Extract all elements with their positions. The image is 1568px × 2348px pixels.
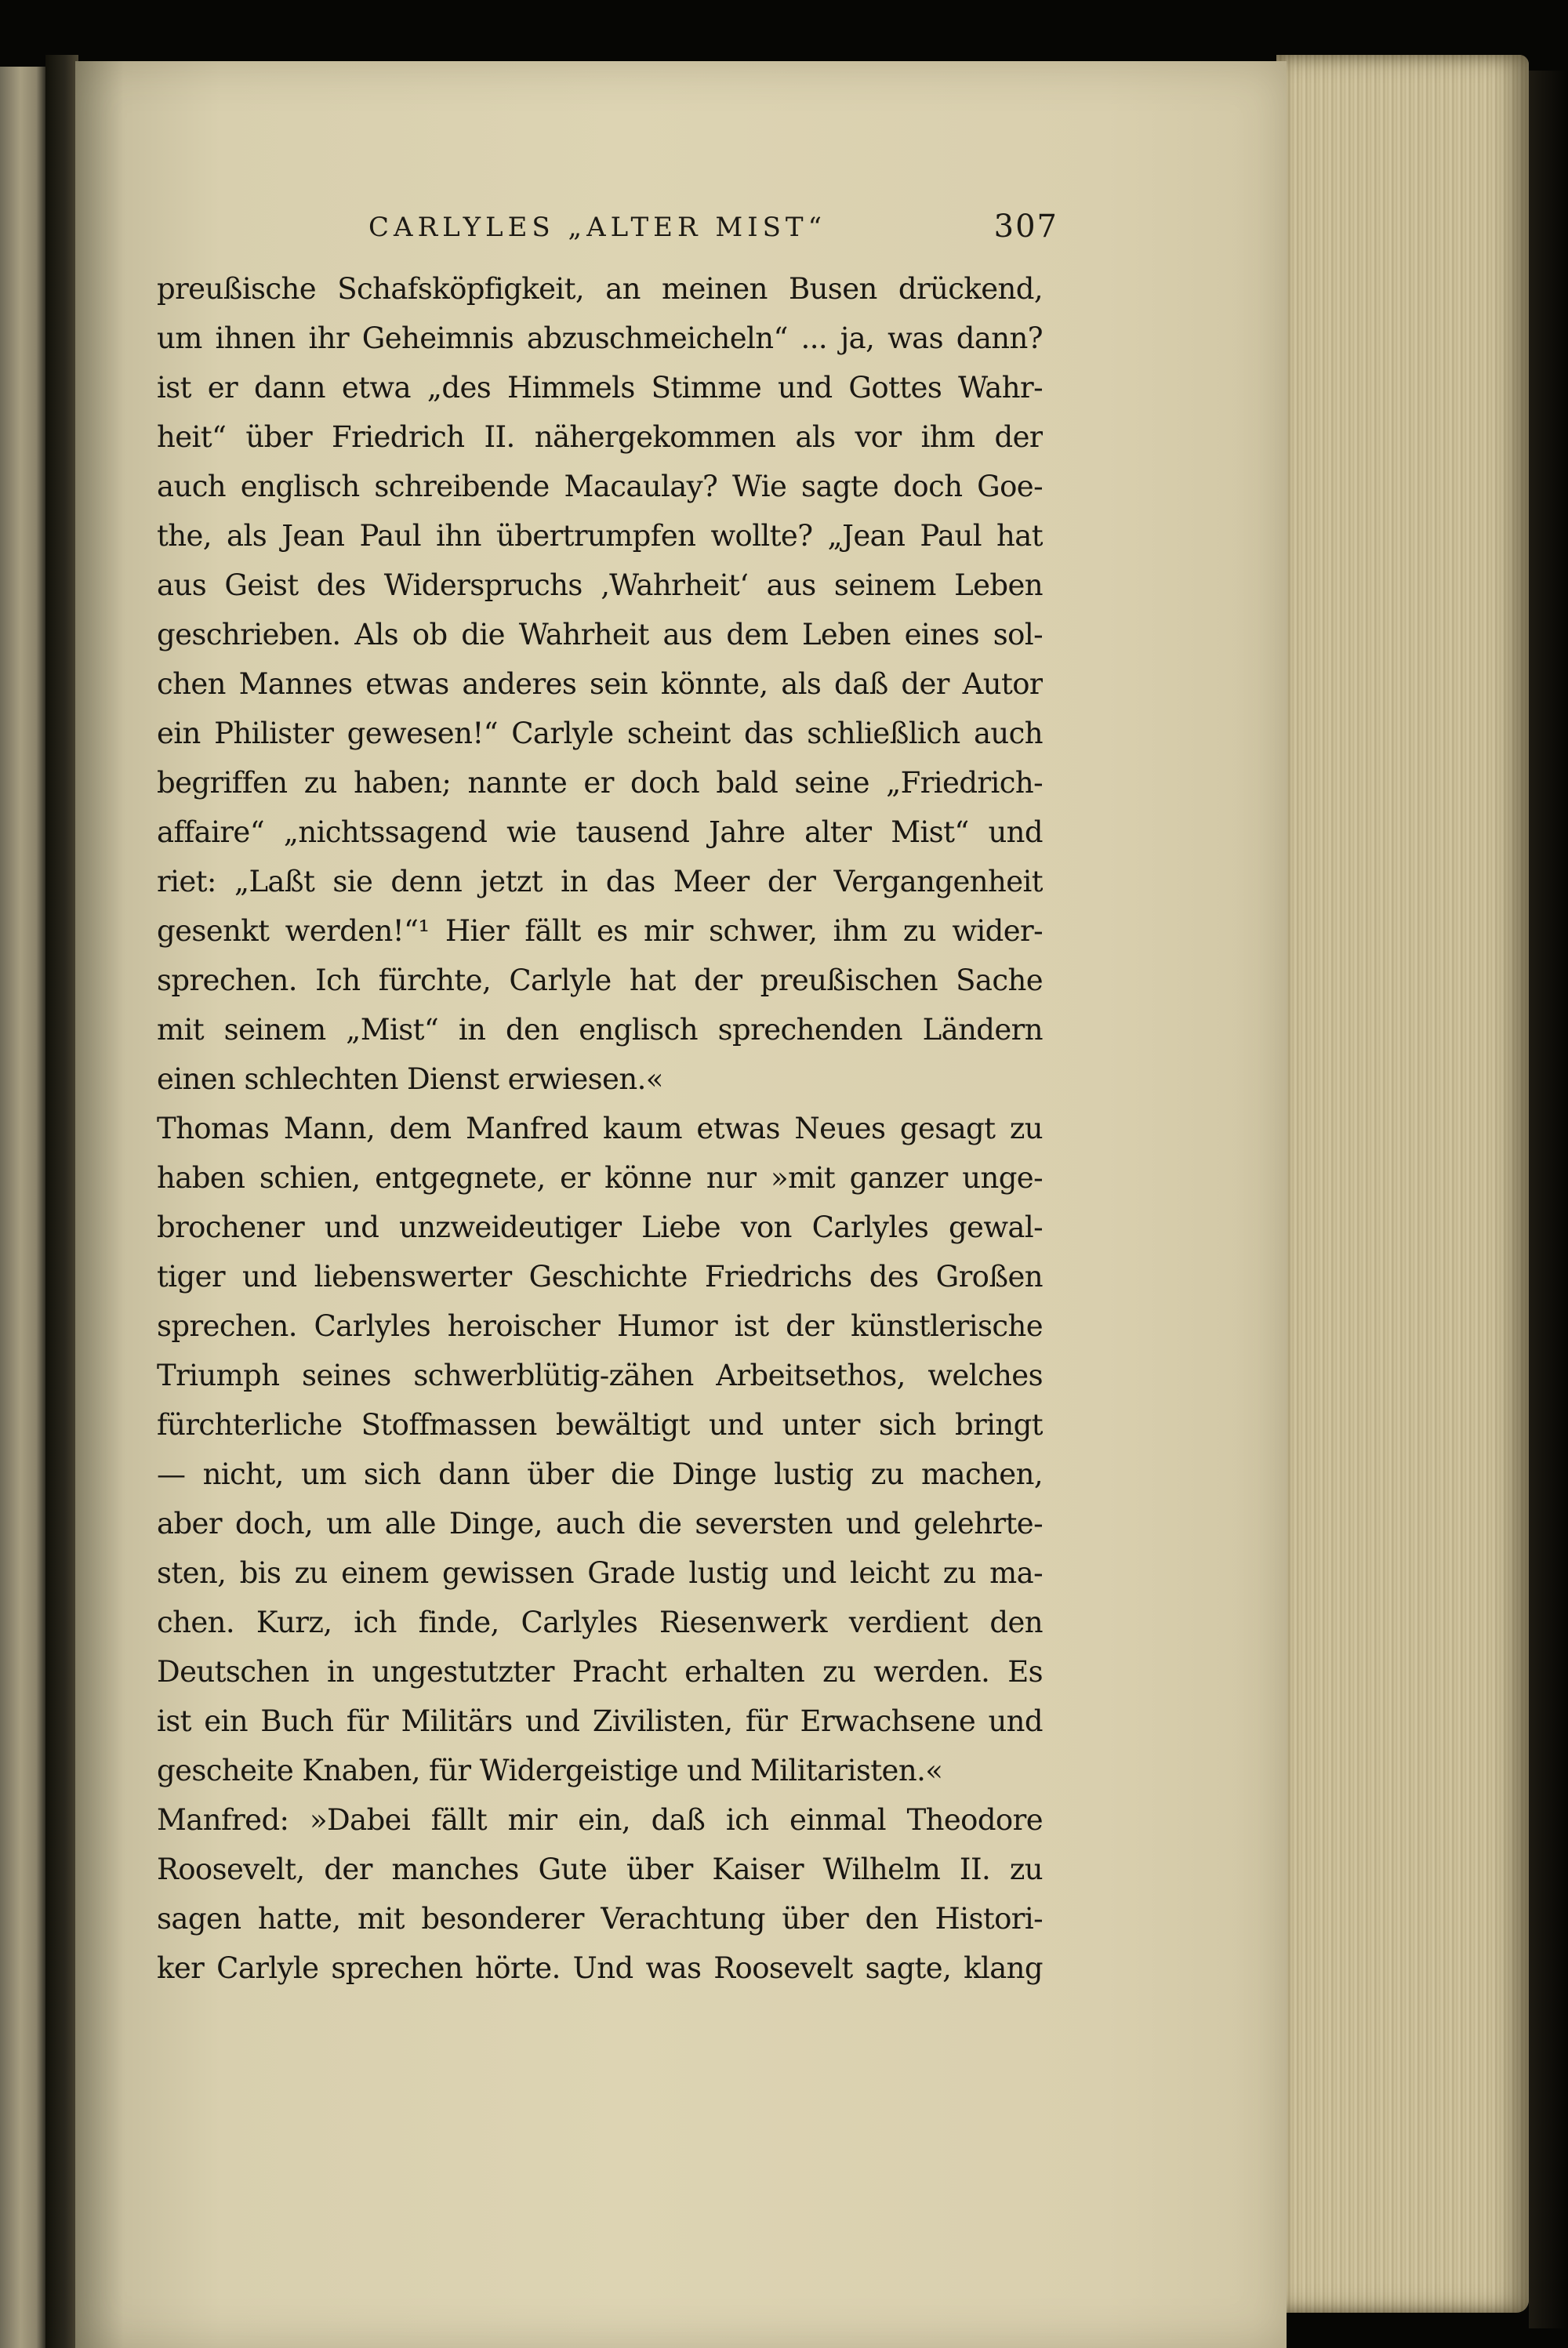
text-line: Thomas Mann, dem Manfred kaum etwas Neues gesagt zu [157, 1112, 1043, 1145]
text-line: sprechen. Ich fürchte, Carlyle hat der preußischen Sache [157, 964, 1043, 997]
page-number: 307 [993, 209, 1058, 245]
book-edge-shadow [1529, 71, 1568, 2328]
book-gutter [45, 55, 78, 2348]
text-line: aber doch, um alle Dinge, auch die seversten und gelehrte- [157, 1507, 1043, 1541]
text-line: gesenkt werden!“¹ Hier fällt es mir schwer, ihm zu wider- [157, 914, 1043, 948]
text-line: fürchterliche Stoffmassen bewältigt und unter sich bringt [157, 1408, 1043, 1442]
text-line: gescheite Knaben, für Widergeistige und Militaristen.« [157, 1754, 943, 1787]
text-line: Roosevelt, der manches Gute über Kaiser Wilhelm II. zu [157, 1853, 1043, 1886]
text-line: auch englisch schreibende Macaulay? Wie sagte doch Goe- [157, 470, 1043, 503]
text-line: ker Carlyle sprechen hörte. Und was Roosevelt sagte, klang [157, 1951, 1043, 1985]
text-line: tiger und liebenswerter Geschichte Friedrichs des Großen [157, 1260, 1043, 1294]
body-text [157, 264, 1043, 1993]
text-line: preußische Schafsköpfigkeit, an meinen Busen drückend, [157, 272, 1043, 306]
text-line: Triumph seines schwerblütig-zähen Arbeitsethos, welches [157, 1359, 1043, 1392]
text-line: chen Mannes etwas anderes sein könnte, als daß der Autor [157, 667, 1043, 701]
text-line: sten, bis zu einem gewissen Grade lustig und leicht zu ma- [157, 1556, 1043, 1590]
text-line: mit seinem „Mist“ in den englisch sprechenden Ländern [157, 1013, 1043, 1047]
text-line: Deutschen in ungestutzter Pracht erhalten zu werden. Es [157, 1655, 1043, 1689]
text-line: ein Philister gewesen!“ Carlyle scheint das schließlich auch [157, 717, 1043, 750]
left-page-edge [0, 67, 45, 2348]
text-line: brochener und unzweideutiger Liebe von Carlyles gewal- [157, 1210, 1043, 1244]
running-head [368, 209, 1058, 259]
text-line: sprechen. Carlyles heroischer Humor ist der künstlerische [157, 1309, 1043, 1343]
text-line: ist ein Buch für Militärs und Zivilisten, für Erwachsene und [157, 1704, 1043, 1738]
text-line: geschrieben. Als ob die Wahrheit aus dem Leben eines sol- [157, 618, 1043, 651]
text-line: chen. Kurz, ich finde, Carlyles Riesenwerk verdient den [157, 1606, 1043, 1639]
text-line: the, als Jean Paul ihn übertrumpfen wollte? „Jean Paul hat [157, 519, 1043, 553]
text-line: einen schlechten Dienst erwiesen.« [157, 1062, 663, 1096]
text-line: haben schien, entgegnete, er könne nur »mit ganzer unge- [157, 1161, 1043, 1195]
text-line: heit“ über Friedrich II. nähergekommen als vor ihm der [157, 420, 1043, 454]
text-line: begriffen zu haben; nannte er doch bald seine „Friedrich- [157, 766, 1043, 800]
page-stack-edge [1276, 55, 1529, 2313]
running-title: CARLYLES „ALTER MIST“ [368, 212, 826, 243]
text-line: Manfred: »Dabei fällt mir ein, daß ich einmal Theodore [157, 1803, 1043, 1837]
text-line: riet: „Laßt sie denn jetzt in das Meer der Vergangenheit [157, 865, 1043, 898]
text-line: ist er dann etwa „des Himmels Stimme und Gottes Wahr- [157, 371, 1043, 405]
text-line: sagen hatte, mit besonderer Verachtung über den Histori- [157, 1902, 1043, 1936]
text-line: — nicht, um sich dann über die Dinge lustig zu machen, [157, 1457, 1043, 1491]
text-line: affaire“ „nichtssagend wie tausend Jahre alter Mist“ und [157, 815, 1043, 849]
text-line: um ihnen ihr Geheimnis abzuschmeicheln“ ... ja, was dann? [157, 321, 1043, 355]
text-line: aus Geist des Widerspruchs ‚Wahrheit‘ aus seinem Leben [157, 568, 1043, 602]
